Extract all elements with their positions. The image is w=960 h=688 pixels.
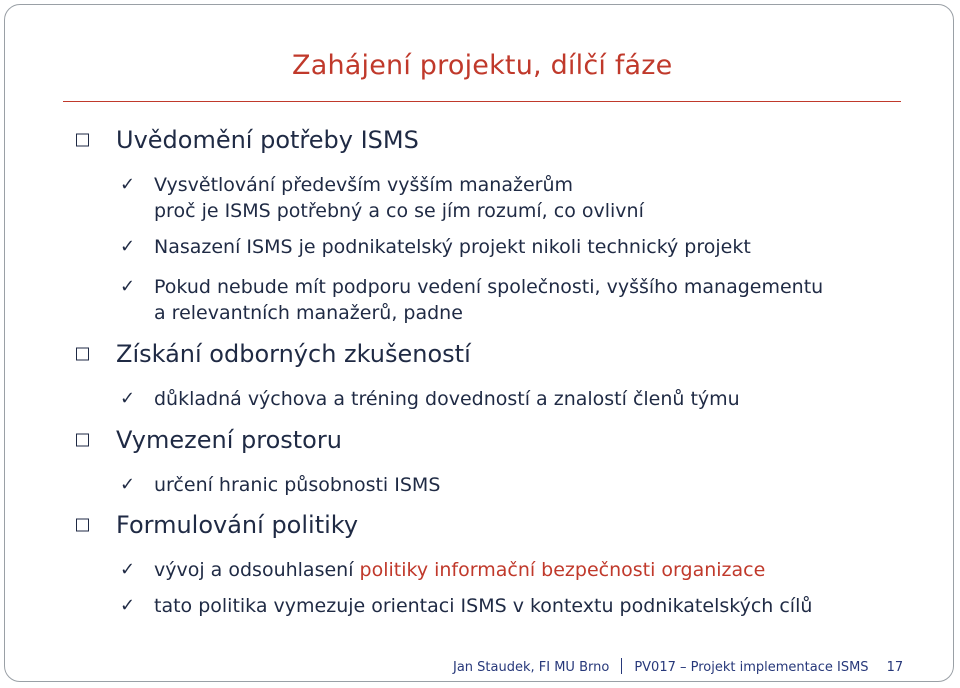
highlighted-text: politiky informační bezpečnosti organizace (359, 559, 766, 581)
square-bullet-icon (76, 134, 89, 147)
checkmark-icon: ✓ (120, 388, 136, 409)
checkmark-icon: ✓ (120, 236, 136, 257)
section-heading-3: Vymezení prostoru (76, 426, 342, 454)
square-bullet-icon (76, 434, 89, 447)
list-item: ✓ určení hranic působnosti ISMS (120, 474, 441, 496)
section-heading-4: Formulování politiky (76, 511, 358, 539)
checkmark-icon: ✓ (120, 174, 136, 195)
checkmark-icon: ✓ (120, 595, 136, 616)
checkmark-icon: ✓ (120, 559, 136, 580)
square-bullet-icon (76, 519, 89, 532)
list-item: ✓ Pokud nebude mít podporu vedení společnosti, vyššího managementu a relevantních manažerů, padne (120, 276, 824, 324)
section-heading-1: Uvědomění potřeby ISMS (76, 126, 419, 154)
checkmark-icon: ✓ (120, 276, 136, 297)
section-heading-2: Získání odborných zkušeností (76, 340, 471, 368)
footer-author: Jan Staudek, FI MU Brno (453, 660, 610, 675)
list-item: ✓ tato politika vymezuje orientaci ISMS v kontextu podnikatelských cílů (120, 595, 813, 617)
checkmark-icon: ✓ (120, 474, 136, 495)
slide-title: Zahájení projektu, dílčí fáze (292, 50, 673, 81)
list-item: ✓ Vysvětlování především vyšším manažerům proč je ISMS potřebný a co se jím rozumí, co ovlivní (120, 174, 644, 222)
square-bullet-icon (76, 348, 89, 361)
footer-course: PV017 – Projekt implementace ISMS (634, 660, 869, 675)
page-number: 17 (886, 660, 904, 675)
list-item: ✓ Nasazení ISMS je podnikatelský projekt nikoli technický projekt (120, 236, 751, 258)
slide-footer (453, 658, 903, 675)
footer-separator (621, 658, 622, 674)
title-divider (63, 101, 901, 102)
list-item: ✓ důkladná výchova a tréning dovedností a znalostí členů týmu (120, 388, 740, 410)
list-item: ✓ vývoj a odsouhlasení politiky informační bezpečnosti organizace (120, 559, 766, 581)
